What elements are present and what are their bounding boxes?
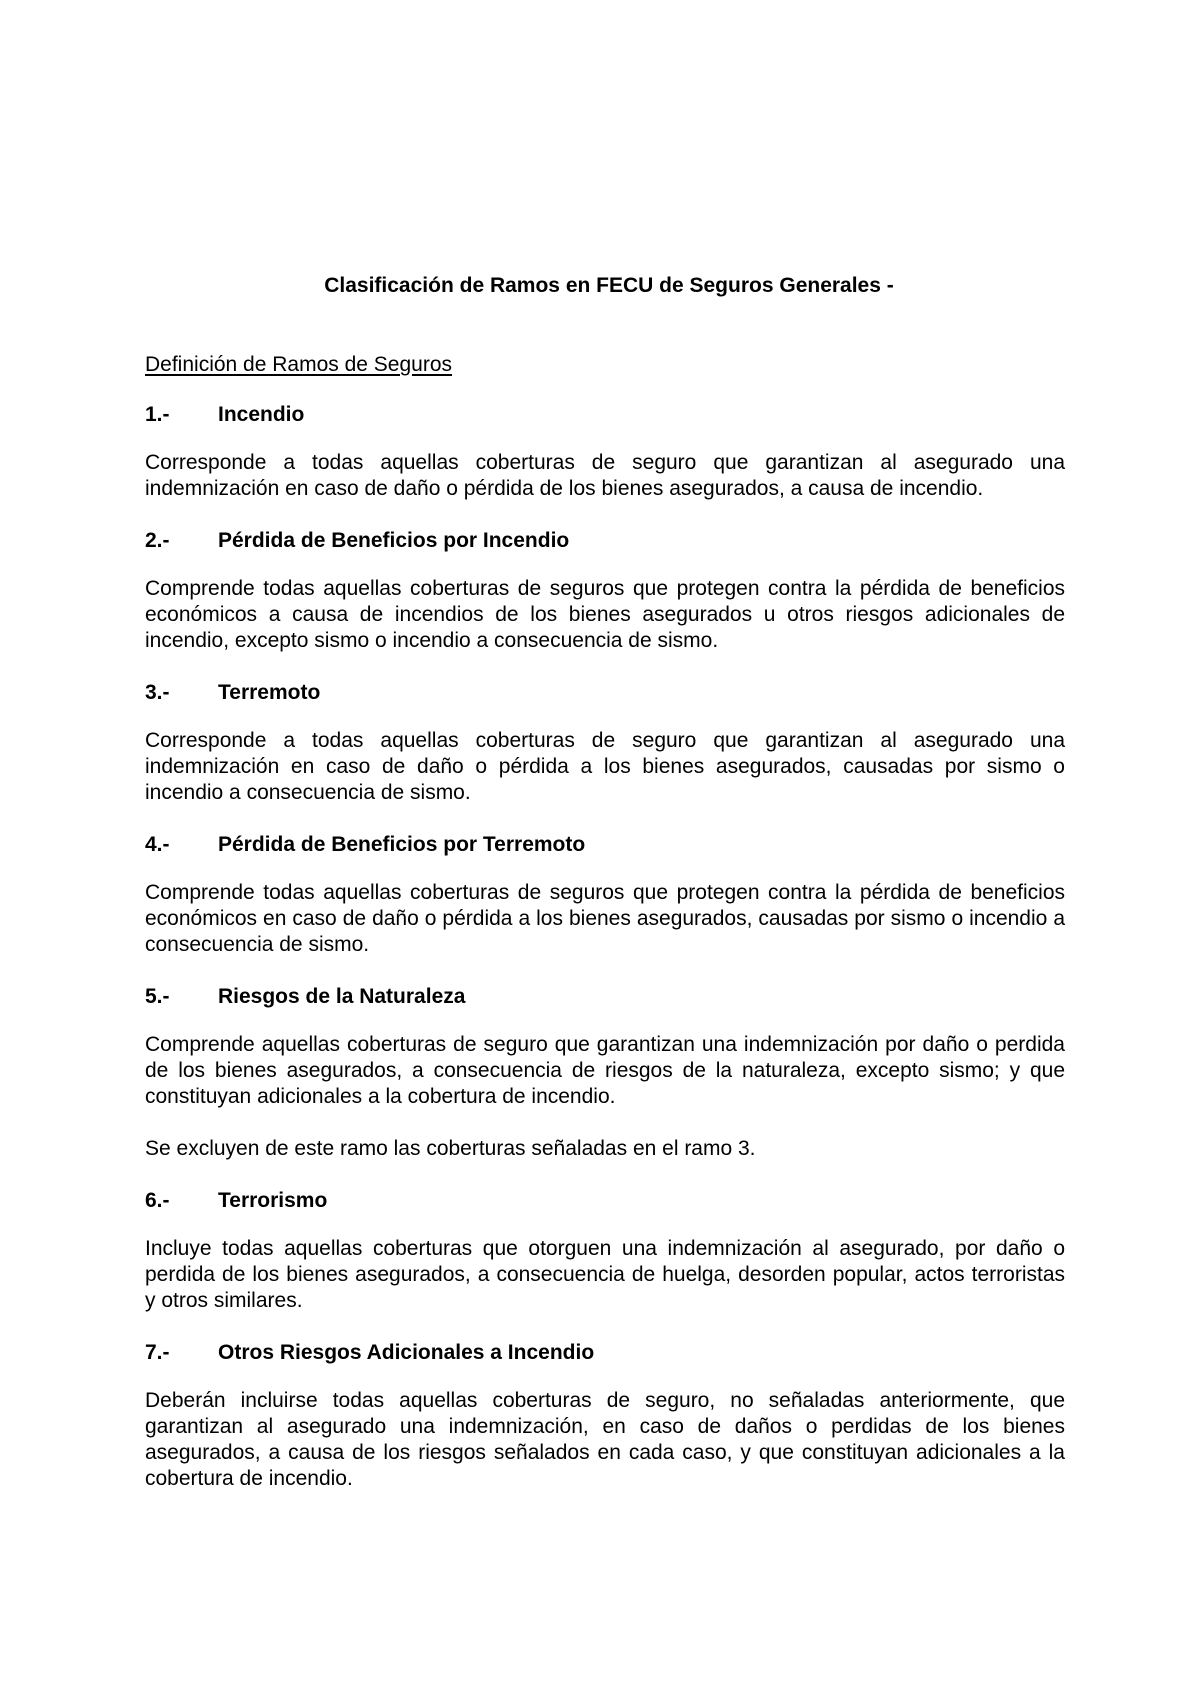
section-heading: [145, 402, 1065, 428]
section-paragraph: Corresponde a todas aquellas coberturas de seguro que garantizan al asegurado una indemnización en caso de daño o pérdida a los bienes asegurados, causadas por sismo o incendio a consecuencia de sismo.: [145, 729, 1065, 804]
section-number: 3.-: [145, 681, 170, 704]
section-number: 5.-: [145, 985, 170, 1008]
section-number: 2.-: [145, 529, 170, 552]
section-paragraph: Deberán incluirse todas aquellas coberturas de seguro, no señaladas anteriormente, que garantizan al asegurado una indemnización, en caso de daños o perdidas de los bienes asegurados, a causa de los riesgos señalados en cada caso, y que constituyan adicionales a la cobertura de incendio.: [145, 1389, 1065, 1490]
section-paragraph: Comprende todas aquellas coberturas de seguros que protegen contra la pérdida de beneficios económicos a causa de incendios de los bienes asegurados u otros riesgos adicionales de incendio, excepto sismo o incendio a consecuencia de sismo.: [145, 577, 1065, 652]
document-subtitle: Definición de Ramos de Seguros: [145, 353, 453, 376]
section-heading: [145, 984, 1065, 1010]
section-number: 6.-: [145, 1189, 170, 1212]
section-terremoto: [145, 680, 1065, 806]
section-terrorismo: [145, 1188, 1065, 1314]
section-perdida-beneficios-incendio: [145, 528, 1065, 654]
section-riesgos-naturaleza: [145, 984, 1065, 1162]
section-title: Incendio: [218, 403, 305, 426]
section-heading: [145, 832, 1065, 858]
section-title: Riesgos de la Naturaleza: [218, 985, 466, 1008]
section-paragraph: Incluye todas aquellas coberturas que otorguen una indemnización al asegurado, por daño o perdida de los bienes asegurados, a consecuencia de huelga, desorden popular, actos terroristas y otros similares.: [145, 1237, 1065, 1312]
section-title: Pérdida de Beneficios por Incendio: [218, 529, 570, 552]
section-paragraph: Corresponde a todas aquellas coberturas de seguro que garantizan al asegurado una indemnización en caso de daño o pérdida de los bienes asegurados, a causa de incendio.: [145, 451, 1065, 500]
section-heading: [145, 1188, 1065, 1214]
section-paragraph: Se excluyen de este ramo las coberturas señaladas en el ramo 3.: [145, 1137, 756, 1160]
section-heading: [145, 528, 1065, 554]
section-paragraph: Comprende todas aquellas coberturas de seguros que protegen contra la pérdida de beneficios económicos en caso de daño o pérdida a los bienes asegurados, causadas por sismo o incendio a consecuencia de sismo.: [145, 881, 1065, 956]
section-title: Terrorismo: [218, 1189, 328, 1212]
document-title: Clasificación de Ramos en FECU de Seguros Generales -: [324, 274, 894, 297]
section-perdida-beneficios-terremoto: [145, 832, 1065, 958]
section-incendio: [145, 402, 1065, 502]
section-heading: [145, 680, 1065, 706]
section-number: 7.-: [145, 1341, 170, 1364]
section-title: Terremoto: [218, 681, 321, 704]
section-heading: [145, 1340, 1065, 1366]
section-paragraph: Comprende aquellas coberturas de seguro que garantizan una indemnización por daño o perdida de los bienes asegurados, a consecuencia de riesgos de la naturaleza, excepto sismo; y que constituyan adicionales a la cobertura de incendio.: [145, 1033, 1065, 1108]
section-title: Otros Riesgos Adicionales a Incendio: [218, 1341, 595, 1364]
section-otros-riesgos: [145, 1340, 1065, 1492]
sections-list: [145, 402, 1065, 1518]
section-number: 1.-: [145, 403, 170, 426]
section-number: 4.-: [145, 833, 170, 856]
section-title: Pérdida de Beneficios por Terremoto: [218, 833, 586, 856]
